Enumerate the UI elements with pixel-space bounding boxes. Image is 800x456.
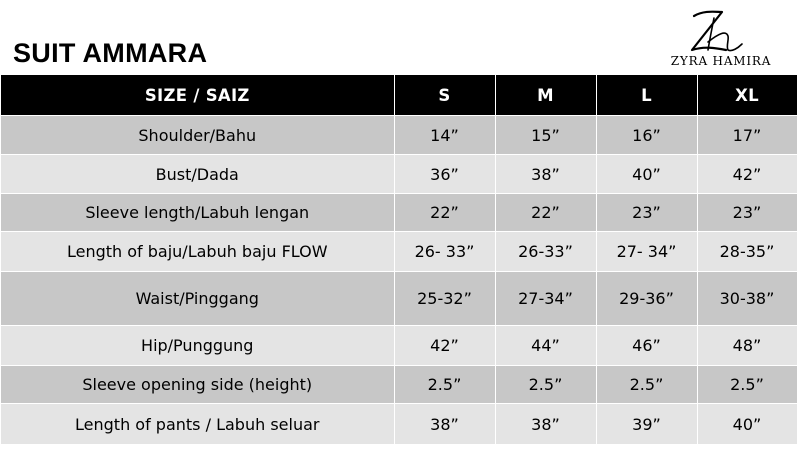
table-row — [1, 326, 797, 366]
cell-value: 40” — [697, 404, 797, 445]
cell-value: 22” — [394, 194, 495, 232]
cell-value: 15” — [495, 116, 596, 155]
cell-value: 27- 34” — [596, 232, 697, 272]
cell-value: 2.5” — [697, 366, 797, 404]
row-label: Hip/Punggung — [1, 326, 394, 366]
row-label: Length of baju/Labuh baju FLOW — [1, 232, 394, 272]
cell-value: 2.5” — [495, 366, 596, 404]
cell-value: 39” — [596, 404, 697, 445]
cell-value: 36” — [394, 155, 495, 194]
cell-value: 44” — [495, 326, 596, 366]
header-size-s: S — [394, 75, 495, 116]
cell-value: 26-33” — [495, 232, 596, 272]
cell-value: 2.5” — [596, 366, 697, 404]
cell-value: 26- 33” — [394, 232, 495, 272]
zh-monogram-icon — [682, 6, 760, 54]
cell-value: 27-34” — [495, 272, 596, 326]
size-chart-table — [1, 75, 798, 445]
header-size-m: M — [495, 75, 596, 116]
cell-value: 29-36” — [596, 272, 697, 326]
header-size-label: SIZE / SAIZ — [1, 75, 394, 116]
cell-value: 14” — [394, 116, 495, 155]
cell-value: 40” — [596, 155, 697, 194]
table-row — [1, 116, 797, 155]
cell-value: 17” — [697, 116, 797, 155]
table-row — [1, 155, 797, 194]
cell-value: 2.5” — [394, 366, 495, 404]
cell-value: 46” — [596, 326, 697, 366]
header-size-xl: XL — [697, 75, 797, 116]
table-row — [1, 194, 797, 232]
table-row — [1, 404, 797, 445]
table-row — [1, 232, 797, 272]
cell-value: 48” — [697, 326, 797, 366]
row-label: Length of pants / Labuh seluar — [1, 404, 394, 445]
cell-value: 38” — [495, 404, 596, 445]
cell-value: 16” — [596, 116, 697, 155]
cell-value: 42” — [394, 326, 495, 366]
cell-value: 42” — [697, 155, 797, 194]
header-size-l: L — [596, 75, 697, 116]
table-row — [1, 272, 797, 326]
cell-value: 23” — [596, 194, 697, 232]
brand-logo — [666, 6, 776, 68]
cell-value: 38” — [495, 155, 596, 194]
row-label: Sleeve length/Labuh lengan — [1, 194, 394, 232]
row-label: Waist/Pinggang — [1, 272, 394, 326]
cell-value: 25-32” — [394, 272, 495, 326]
brand-name: ZYRA HAMIRA — [670, 54, 772, 68]
cell-value: 38” — [394, 404, 495, 445]
row-label: Sleeve opening side (height) — [1, 366, 394, 404]
table-row — [1, 366, 797, 404]
row-label: Bust/Dada — [1, 155, 394, 194]
page-title: SUIT AMMARA — [13, 38, 208, 68]
cell-value: 23” — [697, 194, 797, 232]
table-header-row — [1, 75, 797, 116]
cell-value: 30-38” — [697, 272, 797, 326]
row-label: Shoulder/Bahu — [1, 116, 394, 155]
cell-value: 22” — [495, 194, 596, 232]
cell-value: 28-35” — [697, 232, 797, 272]
